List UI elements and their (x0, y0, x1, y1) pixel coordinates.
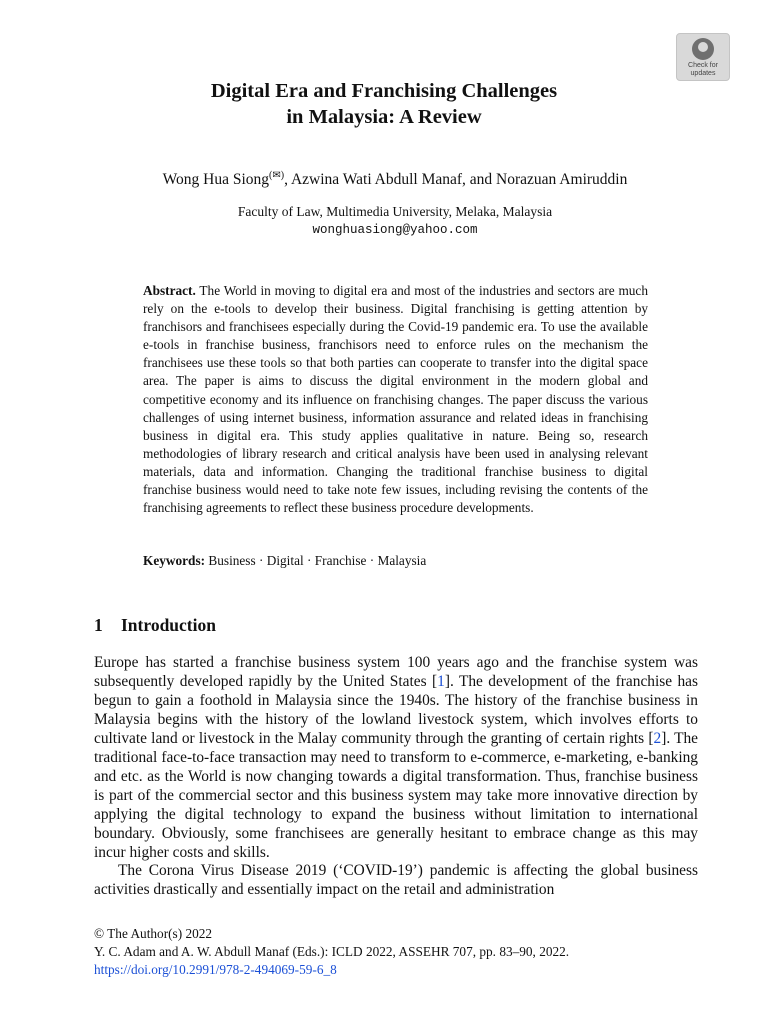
check-for-updates-label: Check for updates (688, 62, 718, 77)
check-updates-icon (692, 38, 714, 60)
citation-link-2[interactable]: 2 (653, 729, 662, 747)
abstract-label: Abstract. (143, 283, 196, 298)
citation-link-1[interactable]: 1 (437, 672, 445, 690)
author-list (0, 170, 768, 190)
envelope-icon[interactable]: (✉) (269, 169, 285, 181)
copyright: © The Author(s) 2022 (94, 926, 213, 941)
doi-link[interactable]: https://doi.org/10.2991/978-2-494069-59-6_8 (94, 962, 337, 977)
check-for-updates-badge[interactable] (676, 33, 730, 81)
paragraph-2: The Corona Virus Disease 2019 (‘COVID-19’) pandemic is affecting the global business activities drastically and essentially impact on the retail and administration (94, 862, 698, 899)
paragraph-1: Europe has started a franchise business system 100 years ago and the franchise system was subsequently developed rapidly by the United States [1]. The development of the franchise has begun to gain a foothold in Malaysia since the 1940s. The history of the franchise business in Malaysia begins with the history of the lowland livestock system, which involves efforts to cultivate land or livestock in the Malay community through the granting of certain rights [2]. The traditional face-to-face transaction may need to transform to e-commerce, e-marketing, e-banking and etc. as the World is now changing towards a digital transformation. Thus, franchise business is part of the commercial sector and this business system may take more innovative direction by applying the digital technology to expand the business without limitation to international boundary. Obviously, some franchisees are generally hesitant to embrace change as this may incur higher costs and skills. (94, 654, 699, 861)
coauthors: , Azwina Wati Abdull Manaf, and Norazuan Amiruddin (284, 171, 628, 188)
abstract-text: The World in moving to digital era and most of the industries and sectors are much rely on the e-tools to develop their business. Digital franchising is getting attention by franchisors and franchisees especially during the Covid-19 pandemic era. To use the available e-tools in franchise business, franchisors need to enforce rules on the mechanism the franchisees use these tools so that both parties can cooperate to transfer into the digital space area. The paper is aims to discuss the digital environment in the modern global and competitive economy and its influence on franchising changes. The paper discuss the various challenges of using internet business, information assurance and related ideas in franchising business in digital era. This study applies qualitative in nature. Being so, research methodologies of library research and critical analysis have been used in analysing relevant materials, data and information. Changing the traditional franchise business to digital franchise business would need to take note few issues, including revising the contents of the franchising agreements to reflect these business procedure developments. (143, 283, 648, 516)
abstract (143, 282, 648, 517)
keywords-label: Keywords: (143, 553, 206, 568)
section-title: Introduction (121, 615, 216, 635)
keywords-text: Business · Digital · Franchise · Malaysia (208, 553, 427, 568)
footer (94, 925, 569, 979)
paper-title-line-1: Digital Era and Franchising Challenges (210, 80, 558, 102)
paper-title-line-2: in Malaysia: A Review (286, 106, 482, 128)
citation-info: Y. C. Adam and A. W. Abdull Manaf (Eds.): ICLD 2022, ASSEHR 707, pp. 83–90, 2022. (94, 944, 570, 959)
body-text (94, 654, 698, 900)
paper-title (0, 78, 768, 130)
corresponding-author: Wong Hua Siong (162, 171, 270, 188)
affiliation: Faculty of Law, Multimedia University, Melaka, Malaysia (237, 204, 553, 219)
author-email[interactable]: wonghuasiong@yahoo.com (312, 223, 478, 237)
section-number: 1 (94, 615, 103, 635)
keywords (143, 552, 426, 570)
section-heading (94, 614, 216, 636)
